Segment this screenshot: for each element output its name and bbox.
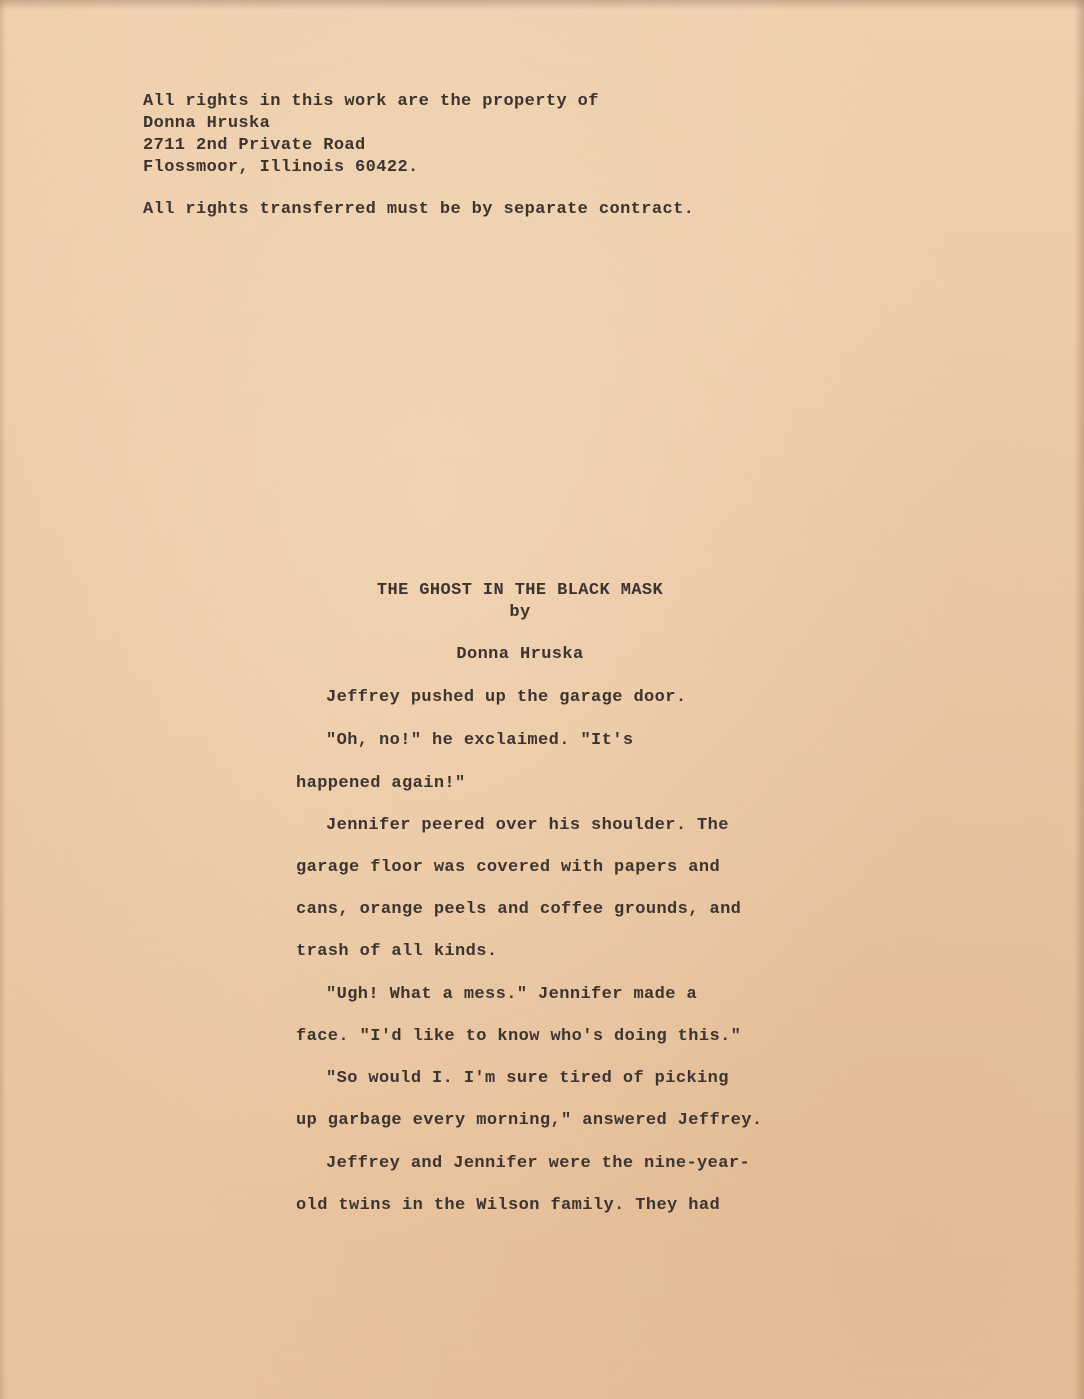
body-line: old twins in the Wilson family. They had: [296, 1196, 721, 1215]
story-title: THE GHOST IN THE BLACK MASK: [376, 581, 664, 600]
rights-owner-city: Flossmoor, Illinois 60422.: [143, 158, 419, 177]
body-line: trash of all kinds.: [296, 942, 498, 961]
paper-left-edge: [0, 0, 6, 1399]
body-line: Jeffrey pushed up the garage door.: [326, 688, 687, 707]
rights-owner-name: Donna Hruska: [143, 114, 271, 133]
body-line: face. "I'd like to know who's doing this.": [296, 1027, 742, 1046]
rights-owner-street: 2711 2nd Private Road: [143, 136, 366, 155]
body-line: garage floor was covered with papers and: [296, 858, 721, 877]
rights-transfer-note: All rights transferred must be by separate contract.: [143, 200, 695, 219]
paper-top-edge: [0, 0, 1084, 10]
body-line: Jeffrey and Jennifer were the nine-year-: [326, 1154, 751, 1173]
body-line: "Oh, no!" he exclaimed. "It's: [326, 731, 634, 750]
paper-right-edge: [1074, 0, 1084, 1399]
byline-by: by: [509, 603, 531, 622]
body-line: cans, orange peels and coffee grounds, and: [296, 900, 742, 919]
rights-notice-line: All rights in this work are the property of: [143, 92, 599, 111]
body-line: happened again!": [296, 774, 466, 793]
body-line: "So would I. I'm sure tired of picking: [326, 1069, 729, 1088]
byline-author: Donna Hruska: [456, 645, 584, 664]
body-line: up garbage every morning," answered Jeffrey.: [296, 1111, 763, 1130]
body-line: "Ugh! What a mess." Jennifer made a: [326, 985, 698, 1004]
body-line: Jennifer peered over his shoulder. The: [326, 816, 729, 835]
